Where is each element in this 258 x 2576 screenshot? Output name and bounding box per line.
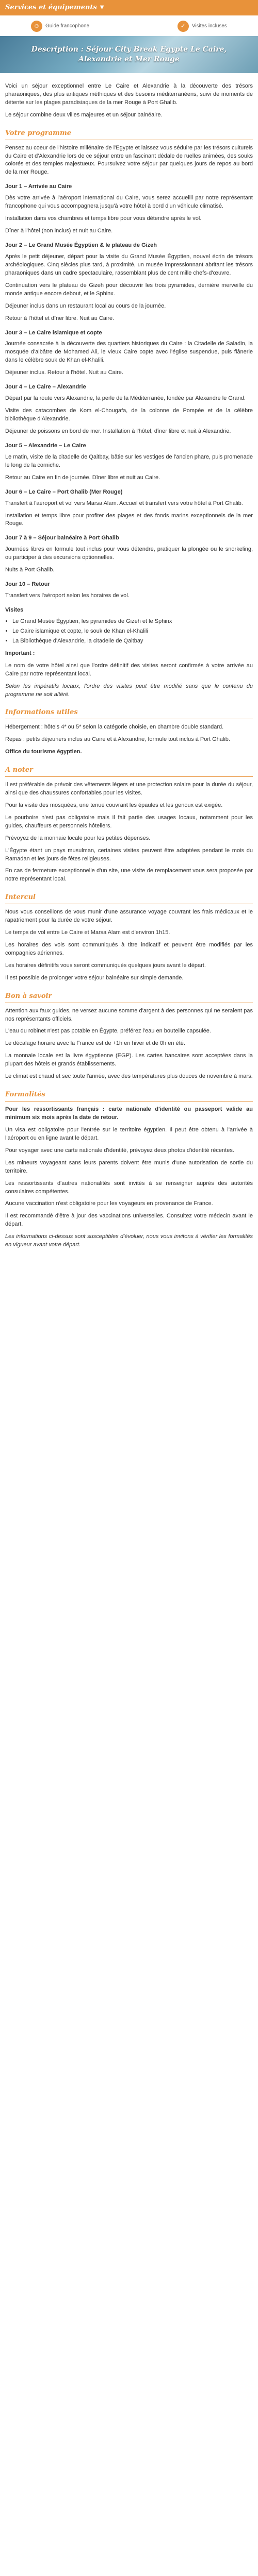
day-para: Déjeuner inclus. Retour à l'hôtel. Nuit au Caire.: [5, 369, 123, 376]
bon-section: [5, 992, 253, 1081]
formalites-lead: Pour les ressortissants français : carte nationale d'identité ou passeport valide au minimum six mois après la date de retour.: [5, 1106, 253, 1121]
day-para: Journées libres en formule tout inclus pour vous détendre, pratiquer la plongée ou le snorkeling, ou participer à des excursions optionnelles.: [5, 546, 253, 561]
intercul-para: Les horaires définitifs vous seront communiqués quelques jours avant le départ.: [5, 962, 206, 969]
service-badges: [5, 15, 253, 36]
includes-label: Important :: [5, 650, 35, 656]
day-para: Transfert à l'aéroport et vol vers Marsa Alam. Accueil et transfert vers votre hôtel à Port Ghalib.: [5, 500, 243, 506]
badge-visits-label: Visites incluses: [191, 23, 227, 29]
bon-title: Bon à savoir: [5, 992, 253, 1003]
day-heading: Jour 5 – Alexandrie – Le Caire: [5, 442, 86, 449]
day-para: Nuits à Port Ghalib.: [5, 567, 55, 573]
day-para: Après le petit déjeuner, départ pour la visite du Grand Musée Égyptien, nouvel écrin de trésors archéologiques. Cinq siècles plus tard, à proximité, un musée impressionnant abritant les trésors pharaoniques dans un cadre spectaculaire, rassemblant plus de cent mille chefs-d'œuvre.: [5, 253, 253, 276]
intercul-para: Il est possible de prolonger votre séjour balnéaire sur simple demande.: [5, 974, 184, 981]
day-para: Le matin, visite de la citadelle de Qaitbay, bâtie sur les vestiges de l'ancien phare, puis promenade le long de la corniche.: [5, 453, 253, 468]
day-heading: Jour 1 – Arrivée au Caire: [5, 183, 72, 190]
formalites-para: Un visa est obligatoire pour l'entrée sur le territoire égyptien. Il peut être obtenu à l'arrivée à l'aéroport ou en ligne avant le départ.: [5, 1126, 253, 1141]
info-para: Office du tourisme égyptien.: [5, 749, 82, 755]
day-para: Déjeuner inclus dans un restaurant local au cours de la journée.: [5, 302, 166, 309]
day-para: Transfert vers l'aéroport selon les horaires de vol.: [5, 592, 130, 599]
program-intro: Pensez au coeur de l'histoire millénaire de l'Egypte et laissez vous séduire par les trésors culturels du Caire et d'Alexandrie lors de ce séjour entre un fascinant dédale de ruelles animées, des souks colorés et des temples majestueux. Poursuivez votre séjour par quelques jours de repos au bord de la mer Rouge.: [5, 144, 253, 176]
formalites-section: [5, 1090, 253, 1249]
note-section: [5, 766, 253, 884]
day-heading: Jour 3 – Le Caire islamique et copte: [5, 329, 102, 336]
desc-para: Voici un séjour exceptionnel entre Le Caire et Alexandrie à la découverte des trésors pharaoniques, des plus antiques méthiques et des besoins méditerranéens, suivi de moments de détente sur les plages paradisiaques de la mer Rouge à Port Ghalib.: [5, 83, 253, 106]
day-para: Journée consacrée à la découverte des quartiers historiques du Caire : la Citadelle de Saladin, la mosquée d'albâtre de Mohamed Ali, le vieux Caire copte avec l'église suspendue, puis flânerie dans le célèbre souk de Khan el-Khalili.: [5, 341, 253, 364]
hero-banner: [0, 36, 258, 73]
info-section: [5, 708, 253, 756]
bon-para: Attention aux faux guides, ne versez aucune somme d'argent à des personnes qui ne seraient pas nos représentants officiels.: [5, 1007, 253, 1022]
page: [0, 0, 258, 1264]
includes-text: Le nom de votre hôtel ainsi que l'ordre définitif des visites seront confirmés à votre arrivée au Caire par notre représentant local.: [5, 662, 253, 677]
note-para: L'Égypte étant un pays musulman, certaines visites peuvent être adaptées pendant le mois du Ramadan et les jours de fêtes religieuses.: [5, 847, 253, 862]
formalites-para: Il est recommandé d'être à jour des vaccinations universelles. Consultez votre médecin avant le départ.: [5, 1213, 253, 1228]
formalites-para: Pour voyager avec une carte nationale d'identité, prévoyez deux photos d'identité récentes.: [5, 1147, 234, 1154]
hero-title: Description : Séjour City Break Egypte Le Caire, Alexandrie et Mer Rouge: [31, 45, 227, 63]
desc-para: Le séjour combine deux villes majeures et un séjour balnéaire.: [5, 111, 163, 118]
info-para: Repas : petits déjeuners inclus au Caire et à Alexandrie, formule tout inclus à Port Ghalib.: [5, 736, 230, 743]
person-icon: ☺: [31, 21, 42, 32]
day-para: Visite des catacombes de Kom el-Chougafa, de la colonne de Pompée et de la célèbre bibliothèque d'Alexandrie.: [5, 408, 253, 422]
info-para: Hébergement : hôtels 4* ou 5* selon la catégorie choisie, en chambre double standard.: [5, 724, 224, 731]
formalites-para: Les mineurs voyageant sans leurs parents doivent être munis d'une autorisation de sortie du territoire.: [5, 1159, 253, 1174]
day-para: Retour à l'hôtel et dîner libre. Nuit au Caire.: [5, 315, 115, 321]
badge-visits: [178, 21, 227, 32]
note-para: Pour la visite des mosquées, une tenue couvrant les épaules et les genoux est exigée.: [5, 802, 223, 808]
intercul-title: Intercul: [5, 893, 253, 904]
ticket-icon: ✓: [178, 21, 189, 32]
program-title: Votre programme: [5, 129, 253, 140]
visits-list: [12, 618, 253, 646]
day-para: Continuation vers le plateau de Gizeh pour découvrir les trois pyramides, dernière merveille du monde antique encore debout, et le Sphinx.: [5, 282, 253, 297]
intercul-para: Les horaires des vols sont communiqués à titre indicatif et peuvent être modifiés par les compagnies aériennes.: [5, 942, 253, 956]
formalites-title: Formalités: [5, 1090, 253, 1101]
bon-para: L'eau du robinet n'est pas potable en Égypte, préférez l'eau en bouteille capsulée.: [5, 1028, 211, 1035]
note-para: En cas de fermeture exceptionnelle d'un site, une visite de remplacement vous sera proposée par notre représentant local.: [5, 868, 253, 883]
day-para: Installation et temps libre pour profiter des plages et des fonds marins exceptionnels de la mer Rouge.: [5, 512, 253, 527]
services-title: Services et équipements: [5, 3, 97, 11]
note-para: Il est préférable de prévoir des vêtements légers et une protection solaire pour la durée du séjour, ainsi que des chaussures confortables pour les visites.: [5, 781, 253, 796]
includes-note: Selon les impératifs locaux, l'ordre des visites peut être modifié sans que le contenu du programme ne soit altéré.: [5, 683, 253, 698]
formalites-para: Aucune vaccination n'est obligatoire pour les voyageurs en provenance de France.: [5, 1200, 213, 1207]
note-title: A noter: [5, 766, 253, 777]
info-title: Informations utiles: [5, 708, 253, 719]
program-section: [5, 129, 253, 699]
bon-para: La monnaie locale est la livre égyptienne (EGP). Les cartes bancaires sont acceptées dans la plupart des hôtels et grands établissements.: [5, 1053, 253, 1067]
formalites-para: Les informations ci-dessus sont susceptibles d'évoluer, nous vous invitons à vérifier les formalités en vigueur avant votre départ.: [5, 1233, 253, 1248]
day-heading: Jour 6 – Le Caire – Port Ghalib (Mer Rouge): [5, 488, 123, 495]
program-days: [5, 183, 253, 600]
services-header[interactable]: [0, 0, 258, 15]
bon-para: Le climat est chaud et sec toute l'année, avec des températures plus douces de novembre à mars.: [5, 1073, 253, 1080]
intercul-section: [5, 893, 253, 982]
day-heading: Jour 2 – Le Grand Musée Égyptien & le plateau de Gizeh: [5, 242, 157, 249]
note-para: Prévoyez de la monnaie locale pour les petites dépenses.: [5, 835, 151, 841]
badge-guide: [31, 21, 89, 32]
list-item: • Le Caire islamique et copte, le souk de Khan el-Khalili: [12, 628, 253, 636]
day-para: Installation dans vos chambres et temps libre pour vous détendre après le vol.: [5, 215, 202, 222]
list-item: • La Bibliothèque d'Alexandrie, la citadelle de Qaitbay: [12, 637, 253, 646]
day-heading: Jour 4 – Le Caire – Alexandrie: [5, 384, 86, 391]
day-para: Dès votre arrivée à l'aéroport international du Caire, vous serez accueilli par notre représentant francophone qui vous accompagnera jusqu'à votre hôtel à bord d'un véhicule climatisé.: [5, 195, 253, 210]
chevron-down-icon: ▼: [100, 4, 104, 10]
day-para: Départ par la route vers Alexandrie, la perle de la Méditerranée, fondée par Alexandre le Grand.: [5, 395, 246, 402]
list-item: • Le Grand Musée Égyptien, les pyramides de Gizeh et le Sphinx: [12, 618, 253, 626]
day-para: Déjeuner de poissons en bord de mer. Installation à l'hôtel, dîner libre et nuit à Alexandrie.: [5, 428, 231, 434]
day-para: Retour au Caire en fin de journée. Dîner libre et nuit au Caire.: [5, 474, 160, 481]
day-para: Dîner à l'hôtel (non inclus) et nuit au Caire.: [5, 228, 113, 234]
visits-title: Visites: [5, 607, 24, 614]
day-heading: Jour 7 à 9 – Séjour balnéaire à Port Ghalib: [5, 535, 119, 541]
bon-para: Le décalage horaire avec la France est de +1h en hiver et de 0h en été.: [5, 1040, 185, 1047]
intercul-para: Le temps de vol entre Le Caire et Marsa Alam est d'environ 1h15.: [5, 929, 170, 936]
description-section: [5, 82, 253, 120]
formalites-para: Les ressortissants d'autres nationalités sont invités à se renseigner auprès des autorités consulaires compétentes.: [5, 1180, 253, 1195]
badge-guide-label: Guide francophone: [45, 23, 90, 29]
day-heading: Jour 10 – Retour: [5, 581, 50, 588]
note-para: Le pourboire n'est pas obligatoire mais il fait partie des usages locaux, notamment pour les guides, chauffeurs et personnels hôteliers.: [5, 814, 253, 829]
intercul-para: Nous vous conseillons de vous munir d'une assurance voyage couvrant les frais médicaux et le rapatriement pour la durée de votre séjour.: [5, 909, 253, 924]
